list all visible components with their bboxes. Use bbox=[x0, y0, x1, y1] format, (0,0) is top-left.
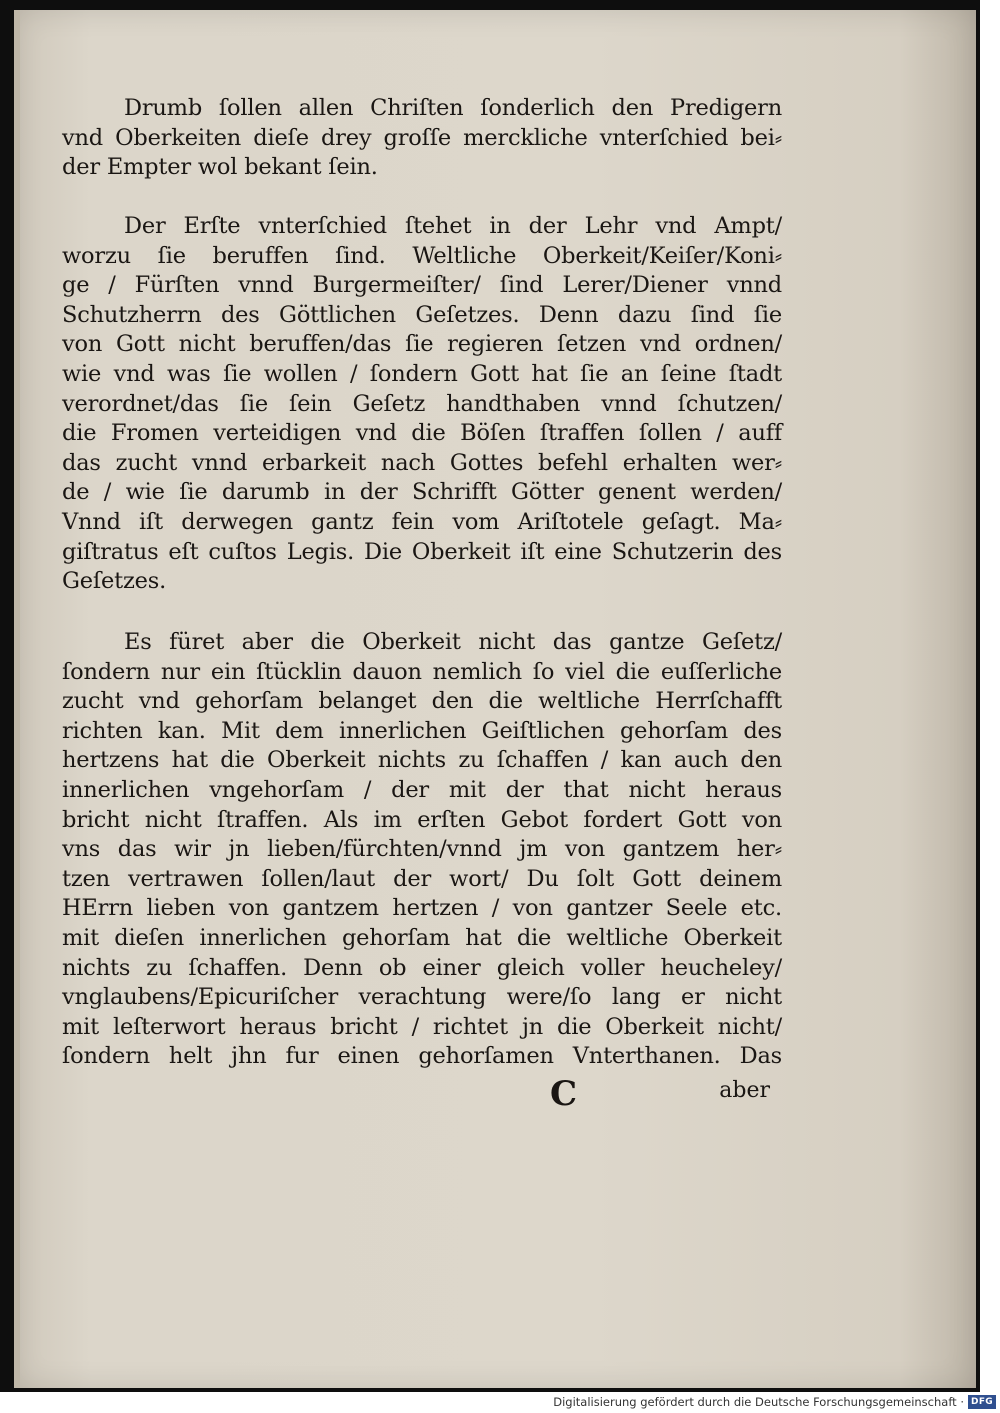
text-line: richten kan. Mit dem innerlichen Geiſtlichen gehorſam des bbox=[62, 717, 782, 744]
text-line: von Gott nicht beruffen/das ſie regieren ſetzen vnd ordnen/ bbox=[62, 331, 782, 358]
text-line: vnd Oberkeiten dieſe drey groſſe merckliche vnterſchied bei⸗ bbox=[62, 124, 782, 151]
text-line: Der Erſte vnterſchied ſtehet in der Lehr vnd Ampt/ bbox=[124, 213, 782, 239]
dfg-logo: DFG bbox=[968, 1395, 996, 1409]
catchword: aber bbox=[719, 1078, 770, 1103]
text-line: HErrn lieben von gantzem hertzen / von gantzer Seele etc. bbox=[62, 895, 782, 922]
paragraph-3 bbox=[62, 628, 782, 1072]
text-line: vnglaubens/Epicuriſcher verachtung were/ſo lang er nicht bbox=[62, 984, 782, 1011]
text-line: nichts zu ſchaffen. Denn ob einer gleich voller heucheley/ bbox=[62, 954, 782, 981]
signature-mark: C bbox=[550, 1074, 578, 1114]
page-footer-marks bbox=[62, 1074, 782, 1114]
text-line: ſondern nur ein ſtücklin dauon nemlich ſo viel die euſſerliche bbox=[62, 658, 782, 685]
text-line: bricht nicht ſtraffen. Als im erſten Gebot fordert Gott von bbox=[62, 806, 782, 833]
text-line: de / wie ſie darumb in der Schrifft Götter genent werden/ bbox=[62, 479, 782, 506]
text-line: Drumb ſollen allen Chriſten ſonderlich den Predigern bbox=[124, 95, 782, 121]
text-line: Es füret aber die Oberkeit nicht das gantze Geſetz/ bbox=[124, 629, 782, 655]
text-line: ge / Fürſten vnnd Burgermeiſter/ ſind Lerer/Diener vnnd bbox=[62, 272, 782, 299]
funding-credit: Digitalisierung gefördert durch die Deutsche Forschungsgemeinschaft · bbox=[553, 1395, 964, 1409]
paragraph-1 bbox=[62, 94, 782, 183]
text-line: mit dieſen innerlichen gehorſam hat die weltliche Oberkeit bbox=[62, 924, 782, 951]
text-line: worzu ſie beruffen ſind. Weltliche Oberkeit/Keiſer/Koni⸗ bbox=[62, 242, 782, 269]
text-line: Schutzherrn des Göttlichen Geſetzes. Denn dazu ſind ſie bbox=[62, 301, 782, 328]
page-edge bbox=[14, 10, 20, 1388]
digitization-footer bbox=[0, 1392, 1000, 1413]
paragraph-2 bbox=[62, 212, 782, 597]
text-line: der Empter wol bekant ſein. bbox=[62, 154, 378, 181]
text-line: Geſetzes. bbox=[62, 568, 167, 595]
text-line: zucht vnd gehorſam belanget den die weltliche Herrſchafft bbox=[62, 688, 782, 715]
text-line: vns das wir jn lieben/fürchten/vnnd jm von gantzem her⸗ bbox=[62, 836, 782, 863]
text-line: das zucht vnnd erbarkeit nach Gottes befehl erhalten wer⸗ bbox=[62, 449, 782, 476]
text-line: wie vnd was ſie wollen / ſondern Gott hat ſie an ſeine ſtadt bbox=[62, 360, 782, 387]
text-line: die Fromen verteidigen vnd die Böſen ſtraffen ſollen / auff bbox=[62, 420, 782, 447]
text-line: verordnet/das ſie ſein Geſetz handthaben vnnd ſchutzen/ bbox=[62, 390, 782, 417]
text-line: tzen vertrawen ſollen/laut der wort/ Du ſolt Gott deinem bbox=[62, 865, 782, 892]
text-line: giſtratus eſt cuſtos Legis. Die Oberkeit iſt eine Schutzerin des bbox=[62, 538, 782, 565]
text-line: Vnnd iſt derwegen gantz fein vom Ariſtotele geſagt. Ma⸗ bbox=[62, 508, 782, 535]
text-line: innerlichen vngehorſam / der mit der that nicht heraus bbox=[62, 776, 782, 803]
text-line: mit leſterwort heraus bricht / richtet jn die Oberkeit nicht/ bbox=[62, 1013, 782, 1040]
text-line: hertzens hat die Oberkeit nichts zu ſchaffen / kan auch den bbox=[62, 747, 782, 774]
text-line: ſondern helt jhn fur einen gehorſamen Vnterthanen. Das bbox=[62, 1043, 782, 1070]
